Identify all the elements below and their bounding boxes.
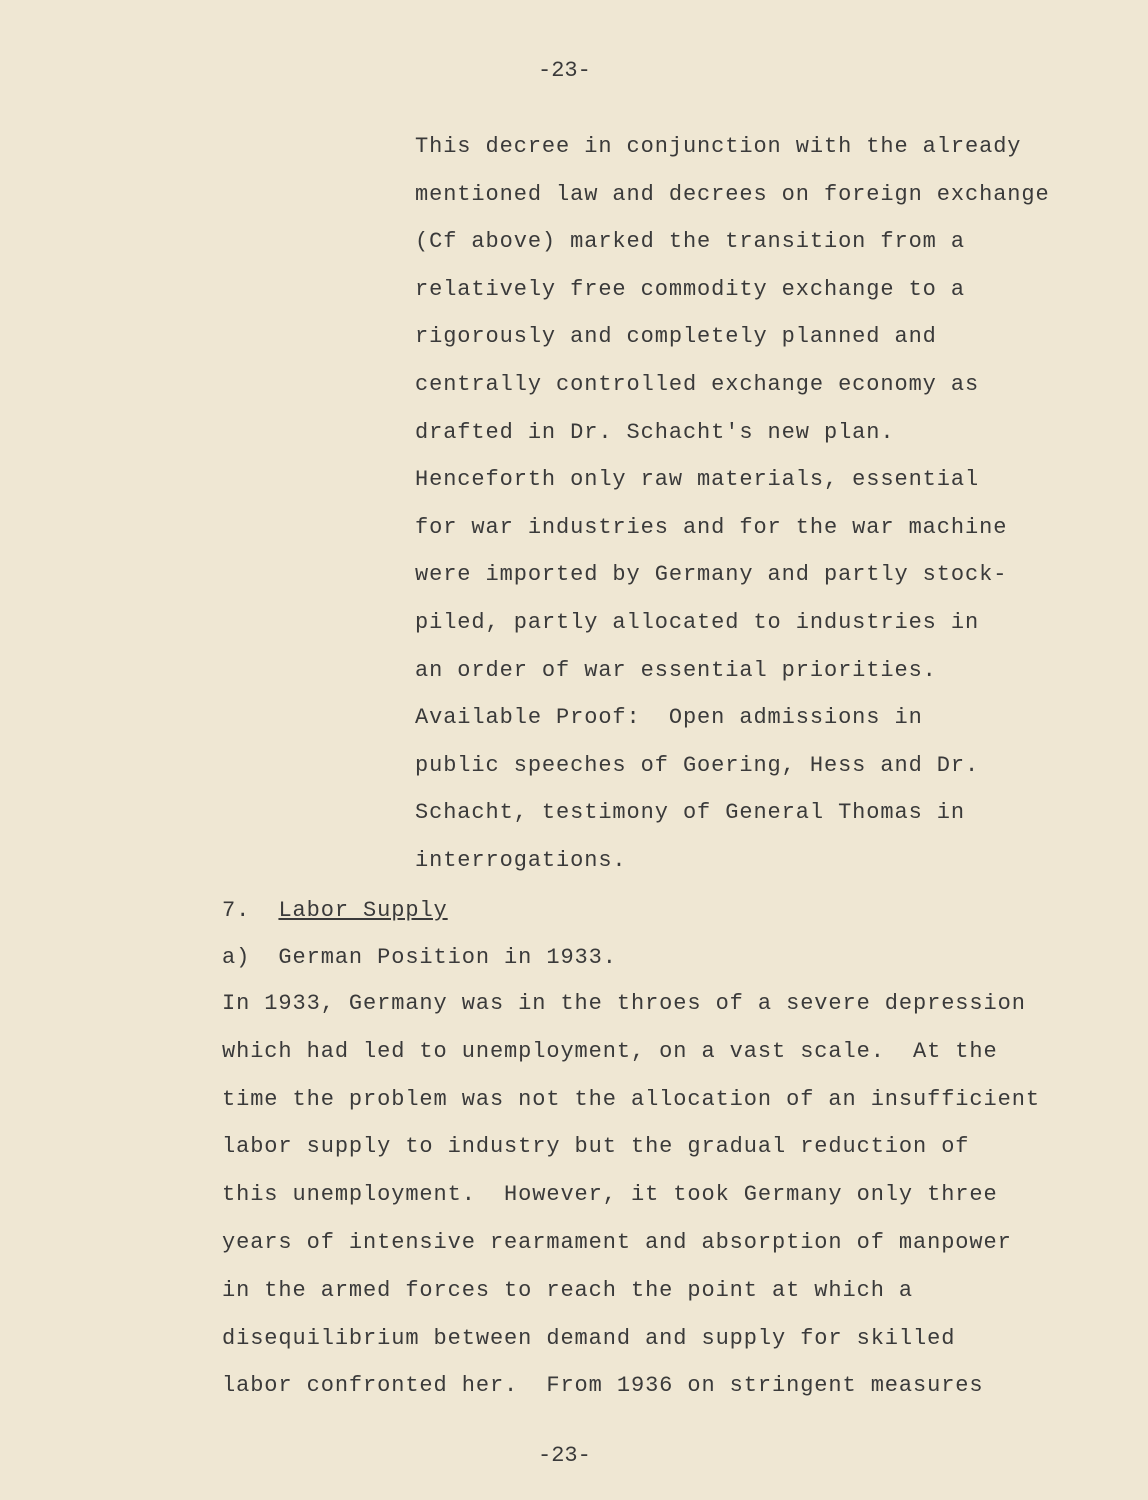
text-line: Henceforth only raw materials, essential — [415, 467, 980, 493]
text-line: relatively free commodity exchange to a — [415, 276, 965, 302]
text-line: in the armed forces to reach the point at which a — [222, 1277, 914, 1303]
page-number-top: -23- — [538, 58, 591, 83]
page-number-bottom: -23- — [538, 1443, 591, 1468]
text-line: were imported by Germany and partly stock- — [415, 562, 1008, 588]
section-title: Labor Supply — [278, 898, 448, 923]
text-line: Available Proof: Open admissions in — [415, 705, 923, 731]
section-number: 7. — [222, 898, 251, 923]
text-line: time the problem was not the allocation of an insufficient — [222, 1086, 1040, 1112]
text-line: disequilibrium between demand and supply for skilled — [222, 1325, 956, 1351]
subsection-heading: a) German Position in 1933. — [222, 945, 617, 970]
text-line: interrogations. — [415, 848, 627, 873]
section-heading — [222, 897, 448, 925]
text-line: for war industries and for the war machine — [415, 514, 1008, 540]
text-line: this unemployment. However, it took Germany only three — [222, 1182, 998, 1208]
text-line: labor confronted her. From 1936 on stringent measures — [222, 1373, 984, 1399]
text-line: In 1933, Germany was in the throes of a severe depression — [222, 991, 1026, 1016]
text-line: public speeches of Goering, Hess and Dr. — [415, 752, 980, 778]
text-line: rigorously and completely planned and — [415, 324, 937, 350]
text-line: labor supply to industry but the gradual reduction of — [222, 1134, 970, 1160]
text-line: mentioned law and decrees on foreign exchange — [415, 181, 1050, 207]
text-line: centrally controlled exchange economy as — [415, 372, 980, 397]
text-line: piled, partly allocated to industries in — [415, 610, 980, 635]
text-line: which had led to unemployment, on a vast scale. At the — [222, 1038, 998, 1064]
text-line: an order of war essential priorities. — [415, 657, 937, 683]
text-line: years of intensive rearmament and absorption of manpower — [222, 1230, 1012, 1255]
text-line: This decree in conjunction with the already — [415, 134, 1022, 159]
text-line: (Cf above) marked the transition from a — [415, 229, 965, 255]
text-line: drafted in Dr. Schacht's new plan. — [415, 419, 895, 445]
text-line: Schacht, testimony of General Thomas in — [415, 800, 965, 826]
